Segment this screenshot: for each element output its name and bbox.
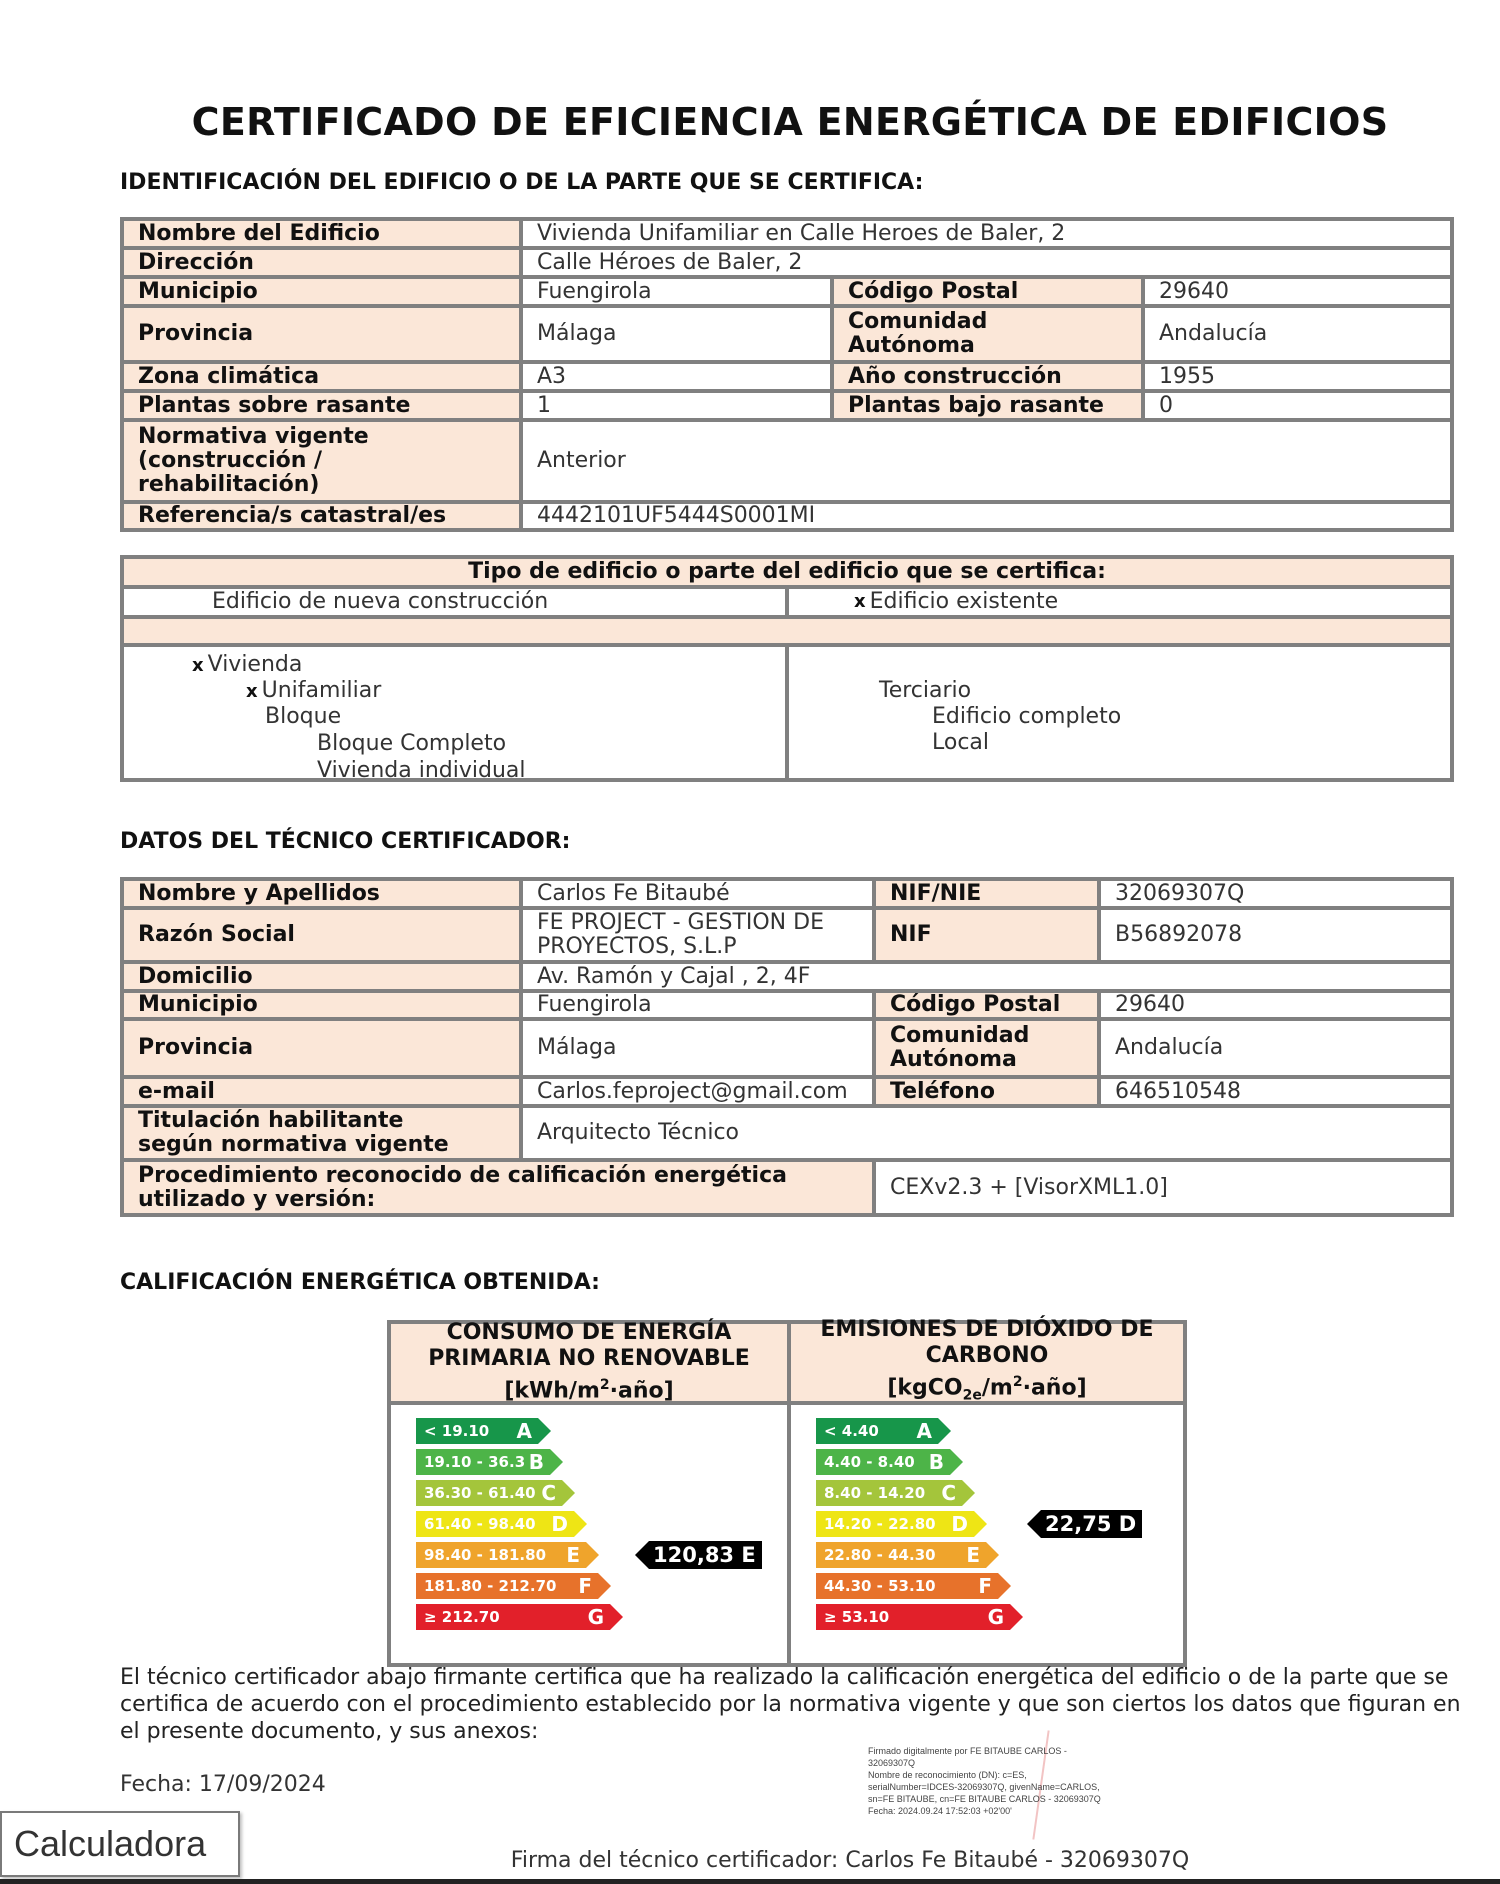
label-line: utilizado y versión:	[138, 1186, 376, 1212]
value-comunidad-autonoma: Andalucía	[1145, 308, 1450, 360]
value-razon-social	[523, 910, 872, 960]
label-line: (construcción /	[138, 448, 323, 473]
label-zona-climatica: Zona climática	[124, 364, 519, 389]
label-email: e-mail	[124, 1079, 519, 1104]
value-nif-nie: 32069307Q	[1101, 881, 1450, 906]
header-line: PRIMARIA NO RENOVABLE	[428, 1346, 750, 1372]
firma-tecnico: Firma del técnico certificador: Carlos Fe Bitaubé - 32069307Q	[510, 1848, 1190, 1873]
label-normativa-vigente	[124, 422, 519, 500]
uso-terciario-column	[789, 647, 1450, 778]
result-value: 22,75	[1045, 1512, 1112, 1536]
label-nif-nie: NIF/NIE	[876, 881, 1097, 906]
value-referencia-catastral: 4442101UF5444S0001MI	[523, 504, 1450, 528]
declaration-text: El técnico certificador abajo firmante certifica que ha realizado la calificación energética del edificio o de la parte que se certifica de acuerdo con el procedimiento establecido por la normativa vigente y que son ciertos los datos que figuran en el presente documento, y sus anexos:	[120, 1665, 1461, 1744]
option-label: Edificio de nueva construcción	[212, 589, 549, 614]
value-nif: B56892078	[1101, 910, 1450, 960]
calculadora-button[interactable]: Calculadora	[0, 1811, 240, 1877]
band-A: < 19.10 A	[416, 1418, 538, 1444]
option-vivienda-individual	[317, 757, 526, 778]
label-line: Titulación habilitante	[138, 1108, 404, 1133]
value-municipio: Fuengirola	[523, 279, 830, 304]
tipo-edificio-header: Tipo de edificio o parte del edificio que se certifica:	[124, 559, 1450, 585]
option-label: Vivienda	[207, 652, 303, 677]
digital-signature-block	[868, 1745, 1168, 1817]
result-value: 120,83	[653, 1543, 735, 1567]
band-C: 8.40 - 14.20 C	[816, 1480, 962, 1506]
option-label: Edificio existente	[869, 589, 1059, 614]
label-razon-social: Razón Social	[124, 910, 519, 960]
option-label: Vivienda individual	[317, 758, 526, 778]
band-G: ≥ 212.70 G	[416, 1604, 610, 1630]
label-nombre-apellidos: Nombre y Apellidos	[124, 881, 519, 906]
label-line: Comunidad	[890, 1023, 1030, 1048]
band-E: 98.40 - 181.80 E	[416, 1542, 586, 1568]
consumo-result-indicator	[649, 1541, 762, 1569]
label-plantas-sobre-rasante: Plantas sobre rasante	[124, 393, 519, 418]
value-nombre-edificio: Vivienda Unifamiliar en Calle Heroes de Baler, 2	[523, 221, 1450, 246]
section-heading-calificacion: CALIFICACIÓN ENERGÉTICA OBTENIDA:	[120, 1270, 600, 1295]
signature-line: sn=FE BITAUBE, cn=FE BITAUBE CARLOS - 32069307Q	[868, 1794, 1101, 1804]
signature-line: 32069307Q	[868, 1758, 916, 1768]
value-codigo-postal-tecnico: 29640	[1101, 993, 1450, 1017]
label-comunidad-tecnico	[876, 1021, 1097, 1075]
result-letter: D	[1118, 1512, 1137, 1536]
option-label: Local	[932, 730, 990, 755]
label-titulacion	[124, 1108, 519, 1158]
value-line: PROYECTOS, S.L.P	[537, 934, 737, 959]
consumo-header	[391, 1320, 787, 1404]
band-B: 4.40 - 8.40 B	[816, 1449, 950, 1475]
label-municipio-tecnico: Municipio	[124, 993, 519, 1017]
label-line: Normativa vigente	[138, 424, 369, 449]
band-G: ≥ 53.10 G	[816, 1604, 1010, 1630]
label-line: Autónoma	[890, 1047, 1017, 1072]
value-codigo-postal: 29640	[1145, 279, 1450, 304]
label-nif: NIF	[876, 910, 1097, 960]
option-vivienda	[192, 651, 302, 679]
label-line: Autónoma	[848, 333, 975, 358]
option-bloque-completo	[317, 730, 506, 757]
option-edificio-existente	[789, 589, 1450, 615]
band-A: < 4.40 A	[816, 1418, 938, 1444]
band-C: 36.30 - 61.40 C	[416, 1480, 562, 1506]
band-F: 44.30 - 53.10 F	[816, 1573, 998, 1599]
section-heading-identificacion: IDENTIFICACIÓN DEL EDIFICIO O DE LA PARTE QUE SE CERTIFICA:	[120, 170, 924, 195]
option-label: Terciario	[879, 678, 972, 703]
value-direccion: Calle Héroes de Baler, 2	[523, 250, 1450, 275]
value-anio-construccion: 1955	[1145, 364, 1450, 389]
value-email: Carlos.feproject@gmail.com	[523, 1079, 872, 1104]
label-nombre-edificio: Nombre del Edificio	[124, 221, 519, 246]
label-line: Procedimiento reconocido de calificación energética	[138, 1162, 787, 1188]
option-label: Unifamiliar	[261, 678, 382, 703]
label-line: según normativa vigente	[138, 1132, 449, 1157]
band-D: 14.20 - 22.80 D	[816, 1511, 974, 1537]
emisiones-scale	[791, 1405, 1183, 1663]
option-nueva-construccion	[124, 589, 785, 615]
checked-x-icon: x	[246, 681, 258, 702]
value-titulacion: Arquitecto Técnico	[523, 1108, 1450, 1158]
option-terciario	[879, 677, 971, 704]
value-procedimiento: CEXv2.3 + [VisorXML1.0]	[876, 1162, 1450, 1213]
value-provincia-tecnico: Málaga	[523, 1021, 872, 1075]
section-heading-tecnico: DATOS DEL TÉCNICO CERTIFICADOR:	[120, 829, 571, 854]
label-procedimiento	[124, 1162, 872, 1213]
consumo-scale	[391, 1405, 787, 1663]
value-provincia: Málaga	[523, 308, 830, 360]
bottom-edge	[0, 1879, 1500, 1884]
header-line: CONSUMO DE ENERGÍA	[446, 1320, 732, 1346]
value-domicilio: Av. Ramón y Cajal , 2, 4F	[523, 964, 1450, 989]
checked-x-icon: x	[192, 655, 204, 676]
tipo-spacer-row	[124, 619, 1450, 643]
value-normativa-vigente: Anterior	[523, 422, 1450, 500]
header-line: CARBONO	[925, 1342, 1049, 1368]
fecha: Fecha: 17/09/2024	[120, 1772, 326, 1797]
option-label: Edificio completo	[932, 704, 1122, 729]
value-plantas-bajo-rasante: 0	[1145, 393, 1450, 418]
value-nombre-apellidos: Carlos Fe Bitaubé	[523, 881, 872, 906]
uso-residencial-column	[124, 647, 785, 778]
value-comunidad-tecnico: Andalucía	[1101, 1021, 1450, 1075]
label-comunidad-autonoma	[834, 308, 1141, 360]
band-F: 181.80 - 212.70 F	[416, 1573, 598, 1599]
label-anio-construccion: Año construcción	[834, 364, 1141, 389]
header-line: EMISIONES DE DIÓXIDO DE	[820, 1316, 1154, 1342]
value-municipio-tecnico: Fuengirola	[523, 993, 872, 1017]
result-letter: E	[741, 1543, 756, 1567]
label-line: rehabilitación)	[138, 472, 320, 497]
option-bloque	[265, 703, 341, 730]
option-label: Bloque	[265, 704, 342, 729]
document-title: CERTIFICADO DE EFICIENCIA ENERGÉTICA DE EDIFICIOS	[191, 100, 1389, 144]
label-plantas-bajo-rasante: Plantas bajo rasante	[834, 393, 1141, 418]
option-unifamiliar	[246, 677, 381, 705]
label-telefono: Teléfono	[876, 1079, 1097, 1104]
calificacion-table	[387, 1316, 1187, 1667]
tipo-edificio-table	[120, 555, 1454, 782]
option-local	[932, 729, 989, 756]
tecnico-table	[120, 877, 1454, 1217]
unit-label: $[kgCO_{2e}/m^2\cdot año]$	[887, 1373, 1087, 1404]
label-provincia: Provincia	[124, 308, 519, 360]
signature-line: serialNumber=IDCES-32069307Q, givenName=CARLOS,	[868, 1782, 1100, 1792]
signature-line: Fecha: 2024.09.24 17:52:03 +02'00'	[868, 1806, 1012, 1816]
unit-label: $[kWh/m^2\cdot año]$	[504, 1377, 674, 1404]
label-line: Comunidad	[848, 309, 988, 334]
identificacion-table	[120, 217, 1454, 532]
emisiones-header	[791, 1316, 1183, 1404]
label-municipio: Municipio	[124, 279, 519, 304]
label-referencia-catastral: Referencia/s catastral/es	[124, 504, 519, 528]
label-codigo-postal-tecnico: Código Postal	[876, 993, 1097, 1017]
label-direccion: Dirección	[124, 250, 519, 275]
signature-line: Nombre de reconocimiento (DN): c=ES,	[868, 1770, 1027, 1780]
label-domicilio: Domicilio	[124, 964, 519, 989]
band-D: 61.40 - 98.40 D	[416, 1511, 574, 1537]
value-telefono: 646510548	[1101, 1079, 1450, 1104]
emisiones-result-indicator	[1041, 1510, 1142, 1538]
label-provincia-tecnico: Provincia	[124, 1021, 519, 1075]
checked-x-icon: x	[854, 591, 866, 612]
band-E: 22.80 - 44.30 E	[816, 1542, 986, 1568]
label-codigo-postal: Código Postal	[834, 279, 1141, 304]
band-B: 19.10 - 36.3 B	[416, 1449, 550, 1475]
signature-line: Firmado digitalmente por FE BITAUBE CARLOS -	[868, 1746, 1067, 1756]
value-zona-climatica: A3	[523, 364, 830, 389]
value-line: FE PROJECT - GESTION DE	[537, 910, 824, 935]
option-edificio-completo	[932, 703, 1121, 730]
option-label: Bloque Completo	[317, 731, 507, 756]
value-plantas-sobre-rasante: 1	[523, 393, 830, 418]
